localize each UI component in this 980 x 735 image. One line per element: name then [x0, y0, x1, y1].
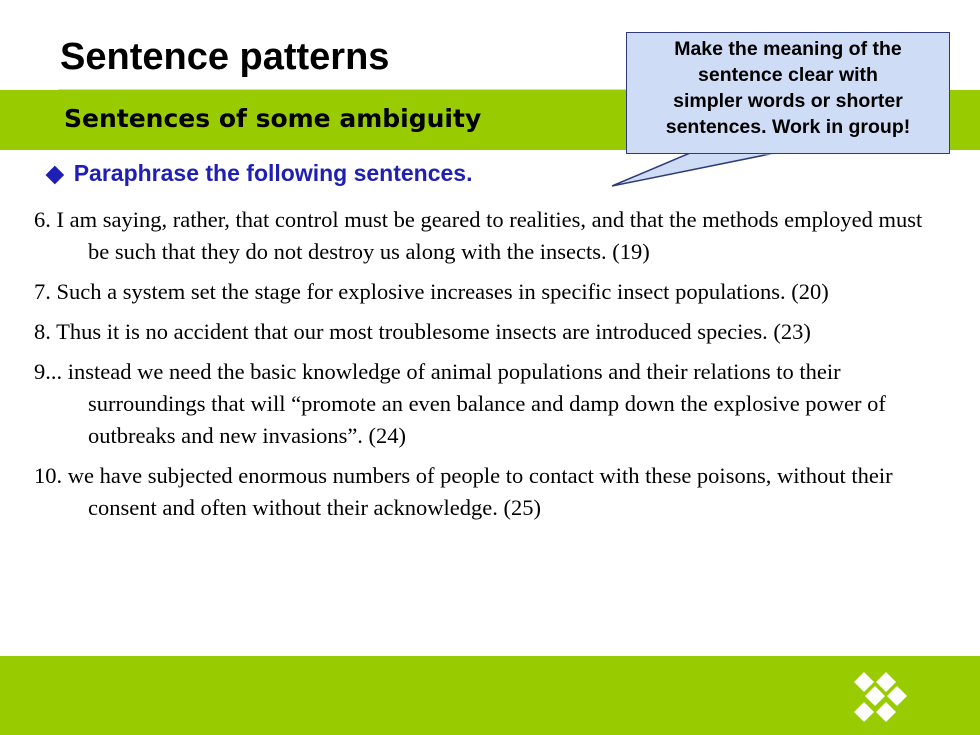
slide-subtitle: Sentences of some ambiguity [64, 104, 482, 133]
sentence-item: 10. we have subjected enormous numbers of people to contact with these poisons, without their consent and often without their acknowledge. (25) [34, 463, 893, 520]
callout-line: Make the meaning of the [674, 38, 902, 60]
sentence-item: 7. Such a system set the stage for explosive increases in specific insect populations. (20) [34, 279, 829, 304]
footer-green-band [0, 656, 980, 735]
callout-line: sentences. Work in group! [665, 116, 911, 138]
sentence-item: 8. Thus it is no accident that our most troublesome insects are introduced species. (23) [34, 319, 811, 344]
sentence-list [34, 204, 944, 532]
sentence-item: 6. I am saying, rather, that control must be geared to realities, and that the methods employed must be such that they do not destroy us along with the insects. (19) [34, 207, 923, 264]
callout-note [626, 32, 950, 154]
sentence-item: 9... instead we need the basic knowledge of animal populations and their relations to their surroundings that will “promote an even balance and damp down the explosive power of outbreaks and new invasions”. (24) [34, 359, 886, 448]
callout-line: sentence clear with [698, 64, 878, 86]
callout-line: simpler words or shorter [673, 90, 903, 112]
instruction [46, 160, 473, 187]
slide-title: Sentence patterns [60, 36, 390, 78]
instruction-text: Paraphrase the following sentences. [73, 160, 473, 186]
diamond-pattern-icon [844, 672, 924, 728]
diamond-bullet-icon: ◆ [46, 160, 64, 186]
